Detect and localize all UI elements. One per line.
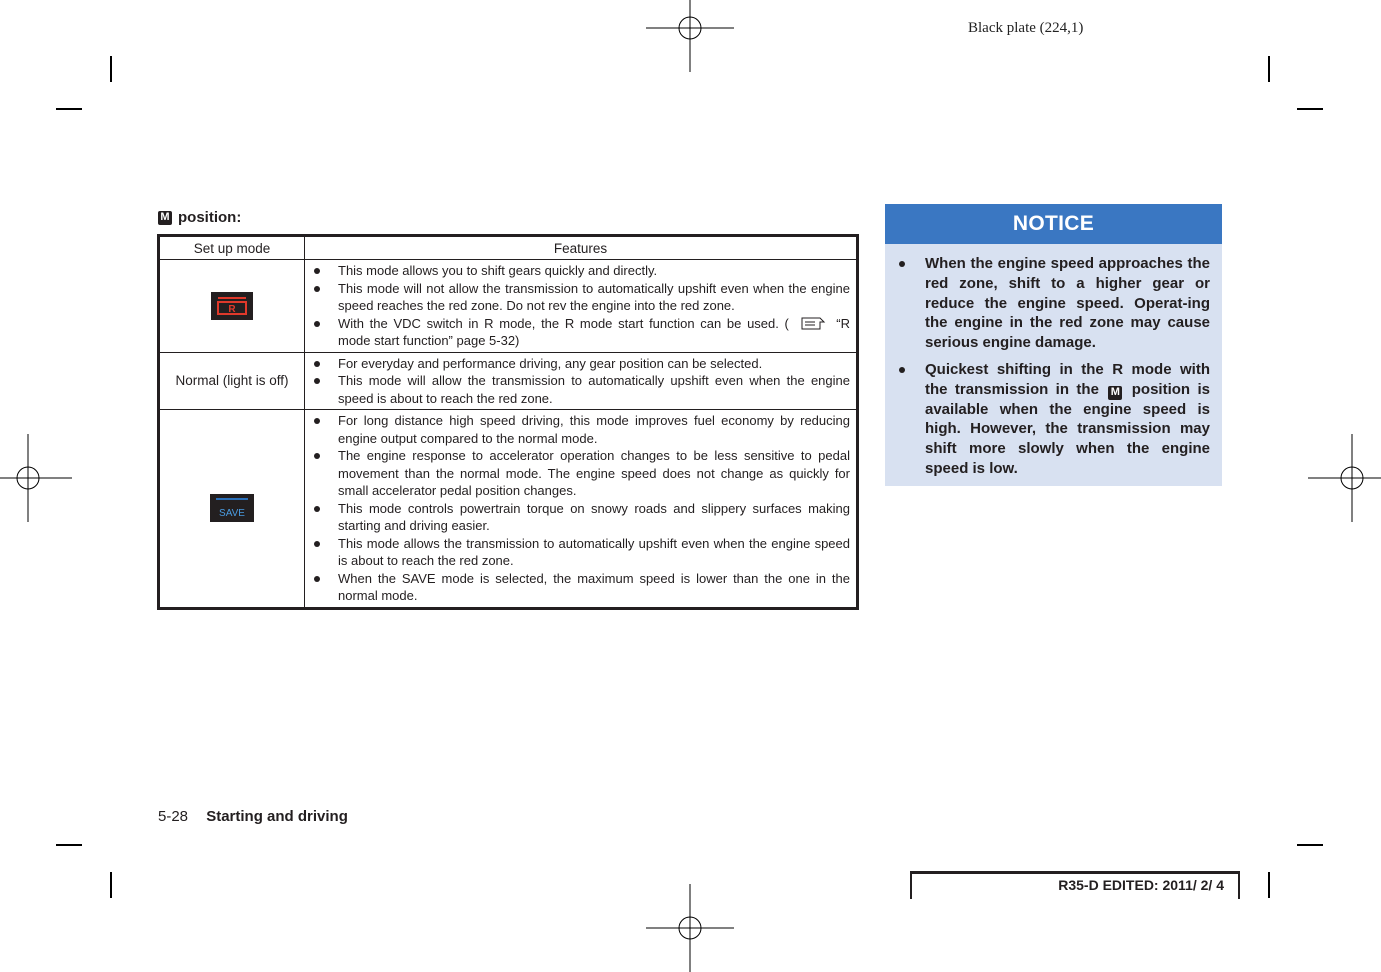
list-item-text: “R mode start function” page 5-32) bbox=[338, 315, 850, 348]
m-position-icon: M bbox=[1108, 386, 1122, 400]
list-item: For everyday and performance driving, any gear position can be selected. bbox=[311, 355, 850, 373]
crop-mark bbox=[1297, 108, 1323, 110]
crop-mark bbox=[110, 872, 112, 898]
save-mode-indicator-icon bbox=[210, 494, 254, 522]
table-header-cell: Features bbox=[305, 236, 858, 260]
mode-table bbox=[157, 234, 859, 610]
list-item-text: With the VDC switch in R mode, the R mode start function can be used. ( bbox=[338, 315, 789, 331]
plate-label: Black plate (224,1) bbox=[968, 20, 1084, 36]
registration-mark-icon bbox=[0, 434, 72, 522]
list-item: For long distance high speed driving, this mode improves fuel economy by reducing engine output compared to the normal mode. bbox=[311, 412, 850, 447]
notice-title: NOTICE bbox=[885, 204, 1222, 244]
table-header-row bbox=[159, 236, 858, 260]
features-cell bbox=[305, 352, 858, 410]
features-cell bbox=[305, 260, 858, 353]
registration-mark-icon bbox=[646, 884, 734, 972]
table-row bbox=[159, 352, 858, 410]
crop-mark bbox=[1268, 56, 1270, 82]
list-item: This mode will not allow the transmission to automatically upshift even when the engine speed reaches the red zone. Do not rev the engine into the red zone. bbox=[311, 280, 850, 315]
list-item: This mode allows the transmission to automatically upshift even when the engine speed is about to reach the red zone. bbox=[311, 535, 850, 570]
m-position-icon: M bbox=[158, 211, 172, 225]
notice-box bbox=[885, 204, 1222, 486]
table-row bbox=[159, 260, 858, 353]
notice-item-text: Quickest shifting in the R mode with the transmission in the bbox=[925, 360, 1210, 398]
registration-mark-icon bbox=[646, 0, 734, 72]
r-mode-indicator-icon bbox=[211, 292, 253, 320]
edited-stamp: R35-D EDITED: 2011/ 2/ 4 bbox=[910, 871, 1240, 899]
list-item bbox=[311, 315, 850, 350]
section-name: Starting and driving bbox=[206, 808, 348, 825]
crop-mark bbox=[56, 108, 82, 110]
crop-mark bbox=[1268, 872, 1270, 898]
list-item: This mode controls powertrain torque on snowy roads and slippery surfaces making starting and driving easier. bbox=[311, 500, 850, 535]
mode-cell bbox=[159, 410, 305, 609]
notice-item-text: position is available when the engine speed is high. However, the transmission may shift more slowly when the engine speed is low. bbox=[925, 380, 1211, 478]
r-mode-icon-text: R bbox=[228, 303, 236, 315]
mode-cell: Normal (light is off) bbox=[159, 352, 305, 410]
page-footer bbox=[158, 808, 348, 825]
features-cell bbox=[305, 410, 858, 609]
save-mode-icon-text: SAVE bbox=[219, 508, 245, 520]
registration-mark-icon bbox=[1308, 434, 1381, 522]
list-item: The engine response to accelerator operation changes to be less sensitive to pedal movement than the normal mode. The engine speed does not change as quickly for small accelerator pedal position changes. bbox=[311, 447, 850, 500]
crop-mark bbox=[56, 844, 82, 846]
table-header-cell: Set up mode bbox=[159, 236, 305, 260]
section-heading bbox=[158, 209, 241, 226]
list-item: This mode will allow the transmission to automatically upshift even when the engine speed is about to reach the red zone. bbox=[311, 372, 850, 407]
list-item: When the SAVE mode is selected, the maximum speed is lower than the one in the normal mode. bbox=[311, 570, 850, 605]
section-heading-text: position: bbox=[178, 209, 242, 226]
notice-item: When the engine speed approaches the red zone, shift to a higher gear or reduce the engine speed. Operat-ing the engine in the red zone may cause serious engine damage. bbox=[897, 254, 1210, 353]
notice-item bbox=[897, 360, 1210, 479]
crop-mark bbox=[110, 56, 112, 82]
page-reference-icon bbox=[799, 315, 827, 331]
page-number: 5-28 bbox=[158, 808, 189, 825]
mode-cell bbox=[159, 260, 305, 353]
crop-mark bbox=[1297, 844, 1323, 846]
table-row bbox=[159, 410, 858, 609]
list-item: This mode allows you to shift gears quickly and directly. bbox=[311, 262, 850, 280]
